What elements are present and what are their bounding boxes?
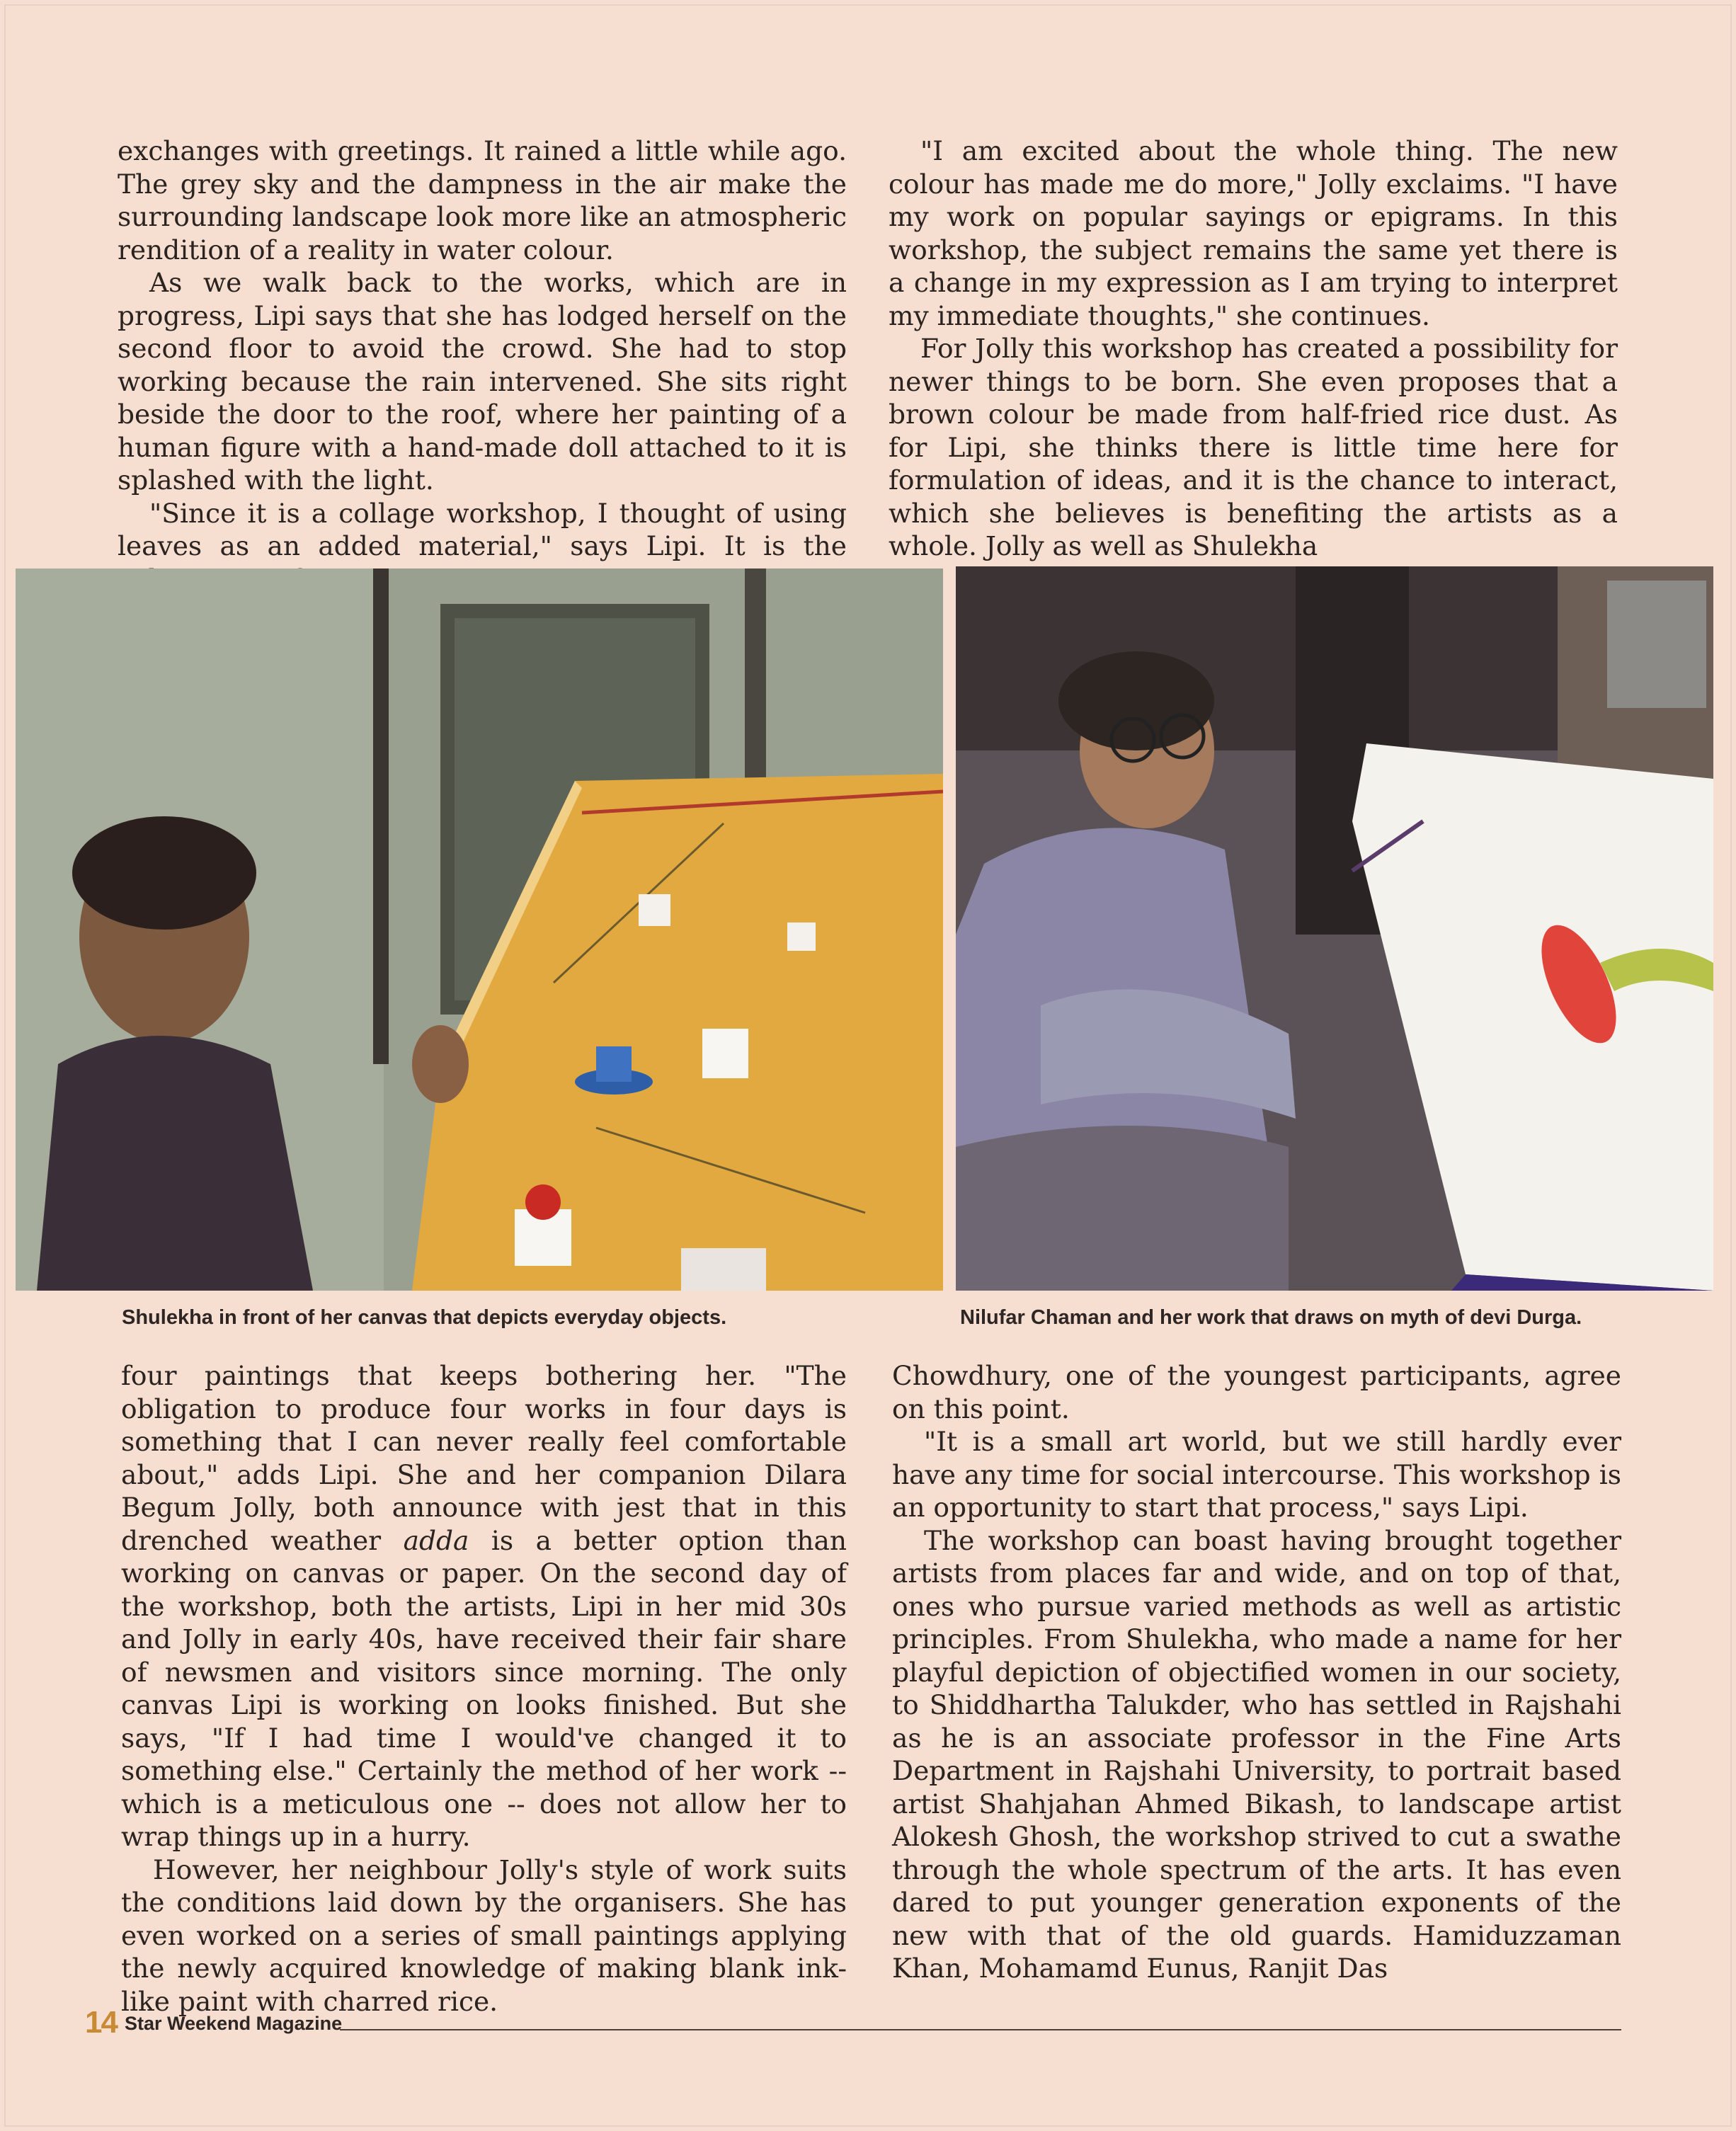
article-paragraph: For Jolly this workshop has created a possibility for newer things to be born. She even proposes that a brown colour be made from half-fried rice dust. As for Lipi, she thinks there is little time here for formulation of ideas, and it is the chance to interact, which she believes is benefiting the artists as a whole. Jolly as well as Shulekha: [889, 333, 1618, 561]
photo-shulekha-illustration: [16, 569, 943, 1291]
article-paragraph: "I am excited about the whole thing. The new colour has made me do more," Jolly exclaims. "I have my work on popular sayings or epigrams. In this workshop, the subject remains the same yet there is a change in my expression as I am trying to interpret my immediate thoughts," she continues.: [889, 135, 1618, 331]
photo-caption-right: Nilufar Chaman and her work that draws on myth of devi Durga.: [960, 1306, 1582, 1329]
article-paragraph: However, her neighbour Jolly's style of work suits the conditions laid down by the organisers. She has even worked on a series of small paintings applying the newly acquired knowledge of making blank ink-like paint with charred rice.: [121, 1853, 847, 2017]
article-column-top-right: [889, 135, 1618, 563]
paragraph-text: four paintings that keeps bothering her. "The obligation to produce four works in four days is something that I can never really feel comfortable about," adds Lipi. She and her companion Dilara Begum Jolly, both announce with jest that in this drenched weather: [121, 1360, 847, 1556]
page-number: 14: [85, 2005, 117, 2040]
article-paragraph: Chowdhury, one of the youngest participants, agree on this point.: [892, 1360, 1621, 1424]
paragraph-text: is a better option than working on canvas or paper. On the second day of the workshop, both the artists, Lipi in her mid 30s and Jolly in early 40s, have received their fair share of newsmen and visitors since morning. The only canvas Lipi is working on looks finished. But she says, "If I had time I would've changed it to something else." Certainly the method of her work -- which is a meticulous one -- does not allow her to wrap things up in a hurry.: [121, 1524, 847, 1852]
italic-term-adda: adda: [403, 1524, 469, 1556]
article-column-top-left: [118, 135, 847, 595]
article-paragraph: As we walk back to the works, which are in progress, Lipi says that she has lodged herself on the second floor to avoid the crowd. She had to stop working because the rain intervened. She sits right beside the door to the roof, where her painting of a human figure with a hand-made doll attached to it is splashed with the light.: [118, 267, 847, 496]
photo-nilufar-canvas: [956, 566, 1713, 1291]
photo-shulekha-canvas: [16, 569, 943, 1291]
magazine-name: Star Weekend Magazine: [125, 2013, 343, 2034]
article-paragraph: "It is a small art world, but we still hardly ever have any time for social intercourse. This workshop is an opportunity to start that process," says Lipi.: [892, 1426, 1621, 1523]
article-column-bottom-left: [121, 1359, 847, 2018]
article-paragraph: The workshop can boast having brought together artists from places far and wide, and on top of that, ones who pursue varied methods as well as artistic principles. From Shulekha, who made a name for her playful depiction of objectified women in our society, to Shiddhartha Talukder, who has settled in Rajshahi as he is an associate professor in the Fine Arts Department in Rajshahi University, to portrait based artist Shahjahan Ahmed Bikash, to landscape artist Alokesh Ghosh, the workshop strived to cut a swathe through the whole spectrum of the arts. It has even dared to put younger generation exponents of the new with that of the old guards. Hamiduzzaman Khan, Mohamamd Eunus, Ranjit Das: [892, 1524, 1621, 1984]
article-paragraph: exchanges with greetings. It rained a little while ago. The grey sky and the dampness in the air make the surrounding landscape look more like an atmospheric rendition of a reality in water colour.: [118, 135, 847, 265]
article-paragraph: [121, 1359, 847, 1853]
photo-caption-left: Shulekha in front of her canvas that depicts everyday objects.: [122, 1306, 727, 1329]
footer-rule: [340, 2029, 1621, 2030]
page-footer: [85, 2005, 1621, 2040]
photo-nilufar-illustration: [956, 566, 1713, 1291]
article-paragraph: "Since it is a collage workshop, I thought of using leaves as an added material," says Lipi. It is the: [118, 497, 847, 561]
article-column-bottom-right: [892, 1359, 1621, 1985]
